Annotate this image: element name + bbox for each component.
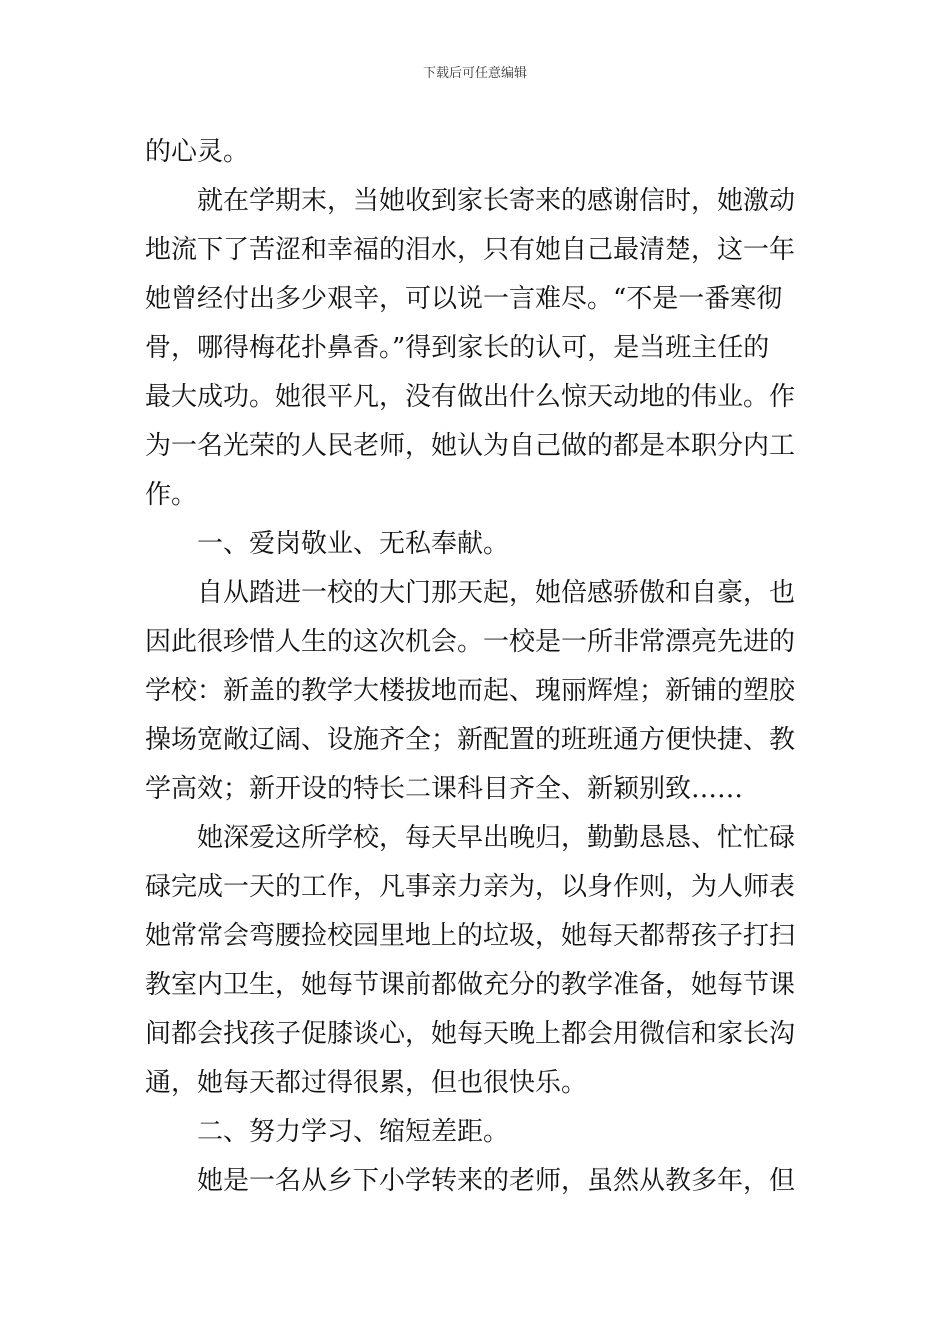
text-line: 她深爱这所学校，每天早出晚归，勤勤恳恳、忙忙碌 [197, 823, 796, 853]
section-heading: 一、爱岗敬业、无私奉献。 [197, 529, 510, 559]
text-line: 自从踏进一校的大门那天起，她倍感骄傲和自豪，也 [197, 578, 796, 608]
text-line: 的心灵。 [145, 137, 250, 167]
text-line: 骨，哪得梅花扑鼻香。”得到家长的认可，是当班主任的 [145, 333, 770, 363]
text-line: 她常常会弯腰捡校园里地上的垃圾，她每天都帮孩子打扫 [145, 921, 796, 951]
text-line: 地流下了苦涩和幸福的泪水，只有她自己最清楚，这一年 [145, 235, 796, 265]
text-line: 学高效；新开设的特长二课科目齐全、新颖别致…… [145, 774, 744, 804]
text-line: 因此很珍惜人生的这次机会。一校是一所非常漂亮先进的 [145, 627, 796, 657]
text-line: 操场宽敞辽阔、设施齐全；新配置的班班通方便快捷、教 [145, 725, 796, 755]
text-line: 就在学期末，当她收到家长寄来的感谢信时，她激动 [197, 186, 796, 216]
text-line: 作。 [145, 480, 198, 510]
document-body [145, 128, 807, 1206]
text-line: 碌完成一天的工作，凡事亲力亲为，以身作则，为人师表 [145, 872, 796, 902]
text-line: 她是一名从乡下小学转来的老师，虽然从教多年，但 [197, 1166, 796, 1196]
text-line: 为一名光荣的人民老师，她认为自己做的都是本职分内工 [145, 431, 796, 461]
text-line: 学校：新盖的教学大楼拔地而起、瑰丽辉煌；新铺的塑胶 [145, 676, 796, 706]
text-line: 通，她每天都过得很累，但也很快乐。 [145, 1068, 588, 1098]
text-line: 最大成功。她很平凡，没有做出什么惊天动地的伟业。作 [145, 382, 796, 412]
text-line: 教室内卫生，她每节课前都做充分的教学准备，她每节课 [145, 970, 796, 1000]
section-heading: 二、努力学习、缩短差距。 [197, 1117, 510, 1147]
text-line: 她曾经付出多少艰辛，可以说一言难尽。“不是一番寒彻 [145, 284, 783, 314]
page-header-note: 下载后可任意编辑 [422, 66, 527, 81]
text-line: 间都会找孩子促膝谈心，她每天晚上都会用微信和家长沟 [145, 1019, 796, 1049]
